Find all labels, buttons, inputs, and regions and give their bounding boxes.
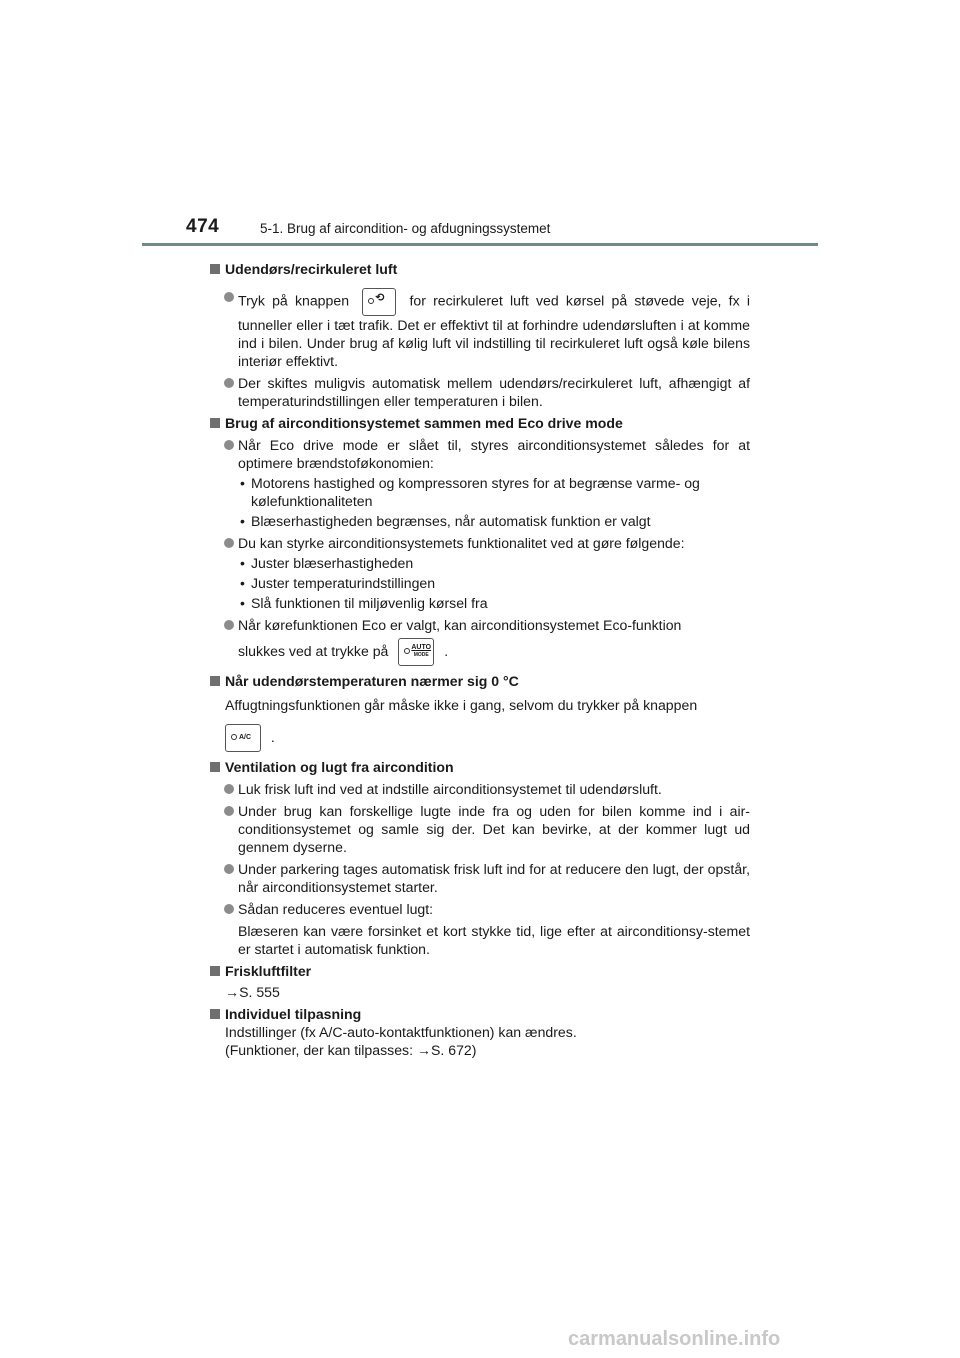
dash-item: • Juster blæserhastigheden — [210, 554, 750, 572]
section-heading: Ventilation og lugt fra aircondition — [210, 758, 750, 776]
bullet-item: Der skiftes muligvis automatisk mellem udendørs/recirkuleret luft, afhængigt af temperaturindstillingen eller temperaturen i bilen. — [210, 374, 750, 410]
bullet-item: Luk frisk luft ind ved at indstille airconditionsystemet til udendørsluft. — [210, 780, 750, 798]
bullet-item: Under brug kan forskellige lugte inde fra og uden for bilen komme ind i air-conditionsystemet og samle sig der. Det kan bevirke, at der kommer lugt ud gennem dyserne. — [210, 802, 750, 856]
paragraph: (Funktioner, der kan tilpasses: →S. 672) — [225, 1042, 477, 1058]
recirculation-icon: ⟲ — [375, 292, 385, 304]
section-heading: Når udendørstemperaturen nærmer sig 0 °C — [210, 672, 750, 690]
section-heading: Friskluftfilter — [210, 962, 750, 980]
bullet-text: slukkes ved at trykke på — [238, 643, 389, 659]
dash-item: • Slå funktionen til miljøvenlig kørsel fra — [210, 594, 750, 612]
bullet-text: for recirkuleret luft ved kørsel på støvede veje, fx i tunneller eller i tæt trafik. Det er effektivt til at forhindre udendørsluften i at komme ind i bilen. Under brug af kølig luft vil indstilling til recirkuleret luft også køle bilens interiør effektivt. — [238, 292, 750, 369]
indicator-led-icon — [231, 734, 237, 740]
bullet-item: Du kan styrke airconditionsystemets funktionalitet ved at gøre følgende: — [210, 534, 750, 552]
paragraph — [210, 720, 750, 754]
bullet-item: Sådan reduceres eventuel lugt: — [210, 900, 750, 918]
bullet-item — [210, 616, 750, 668]
header-rule — [142, 243, 818, 246]
bullet-text: Når kørefunktionen Eco er valgt, kan airconditionsystemet Eco-funktion — [238, 617, 682, 633]
bullet-text: . — [444, 643, 449, 659]
bullet-item — [210, 288, 750, 370]
watermark: carmanualsonline.info — [568, 1328, 781, 1350]
paragraph-text: . — [270, 729, 275, 745]
auto-mode-label: AUTO MODE — [411, 644, 432, 659]
ac-label: A/C — [239, 734, 252, 742]
dash-item: • Juster temperaturindstillingen — [210, 574, 750, 592]
chapter-title: 5-1. Brug af aircondition- og afdugningssystemet — [260, 221, 551, 236]
page-reference: →S. 555 — [225, 984, 280, 1000]
section-heading: Brug af airconditionsystemet sammen med Eco drive mode — [210, 414, 750, 432]
bullet-item: Når Eco drive mode er slået til, styres airconditionsystemet således for at optimere brændstoføkonomien: — [210, 436, 750, 472]
ac-button-icon — [225, 724, 261, 752]
bullet-text: Tryk på knappen — [238, 292, 350, 309]
paragraph: Blæseren kan være forsinket et kort stykke tid, lige efter at airconditionsy-stemet er startet i automatisk funktion. — [238, 923, 750, 957]
bullet-line — [238, 634, 750, 668]
dash-item: • Blæserhastigheden begrænses, når automatisk funktion er valgt — [210, 512, 750, 530]
paragraph: Affugtningsfunktionen går måske ikke i gang, selvom du trykker på knappen — [225, 697, 698, 713]
paragraph: Indstillinger (fx A/C-auto-kontaktfunktionen) kan ændres. — [225, 1024, 577, 1040]
dash-item: • Motorens hastighed og kompressoren styres for at begrænse varme- og kølefunktionaliteten — [210, 474, 750, 510]
page-content — [210, 256, 750, 1059]
bullet-item: Under parkering tages automatisk frisk luft ind for at reducere den lugt, der opstår, når airconditionsystemet starter. — [210, 860, 750, 896]
indicator-led-icon — [404, 648, 410, 654]
auto-mode-button-icon — [398, 638, 434, 666]
section-heading: Individuel tilpasning — [210, 1005, 750, 1023]
section-heading: Udendørs/recirkuleret luft — [210, 260, 750, 278]
page-number: 474 — [186, 216, 220, 237]
recirculation-button-icon — [362, 288, 396, 316]
indicator-led-icon — [368, 298, 374, 304]
